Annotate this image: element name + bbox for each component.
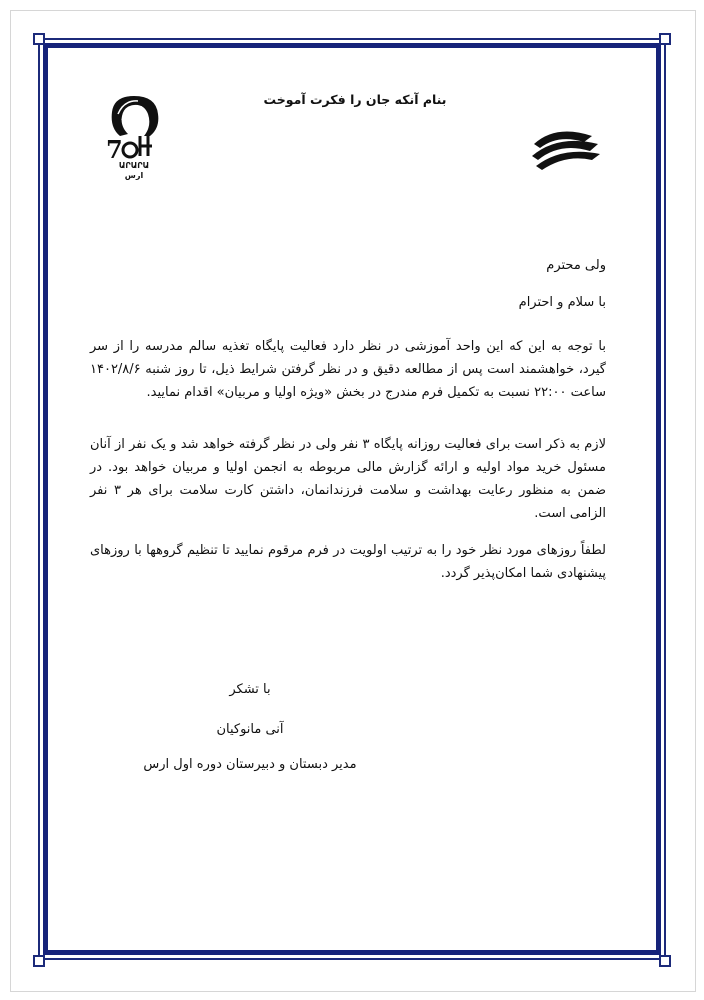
svg-text:7: 7 [106,135,123,164]
border-corner [33,33,45,45]
wave-stripes-icon [528,128,603,173]
border-corner [33,955,45,967]
border-corner [659,955,671,967]
letter-greeting: با سلام و احترام [518,295,606,310]
basmala-heading: بنام آنکه جان را فکرت آموخت [263,92,447,107]
signature-closing: با تشکر [229,682,271,697]
letter-paragraph: لازم به ذکر است برای فعالیت روزانه پایگاه ۳ نفر ولی در نظر گرفته خواهد شد و یک نفر از آنان مسئول خرید مواد اولیه و ارائه گزارش مالی مربوطه به انجمن اولیا و مربیان خواهد بود. در ضمن به منظور رعایت بهداشت و سلامت فرزندانمان، داشتن کارت سلامت برای هر ۳ نفر الزامی است. [90,437,607,521]
letter-salutation: ولی محترم [546,258,606,273]
svg-text:ԱՐԱՐԱ: ԱՐԱՐԱ [118,161,150,170]
letter-paragraph: با توجه به این که این واحد آموزشی در نظر دارد فعالیت پایگاه تغذیه سالم مدرسه را از سر گیرد، خواهشمند است پس از مطالعه دقیق و در نظر گرفتن شرایط ذیل، تا روز شنبه ۱۴۰۲/۸/۶ ساعت ۲۲:۰۰ نسبت به تکمیل فرم مندرج در بخش «ویژه اولیا و مربیان» اقدام نمایید. [90,339,606,400]
signature-title: مدیر دبستان و دبیرستان دوره اول ارس [143,757,357,772]
signature-name: آنی مانوکیان [216,722,284,737]
school-emblem-icon [104,92,164,180]
border-corner [659,33,671,45]
svg-text:ارس: ارس [124,171,144,180]
letter-paragraph: لطفاً روزهای مورد نظر خود را به ترتیب اولویت در فرم مرقوم نمایید تا تنظیم گروهها با روزهای پیشنهادی شما امکان‌پذیر گردد. [90,543,606,581]
